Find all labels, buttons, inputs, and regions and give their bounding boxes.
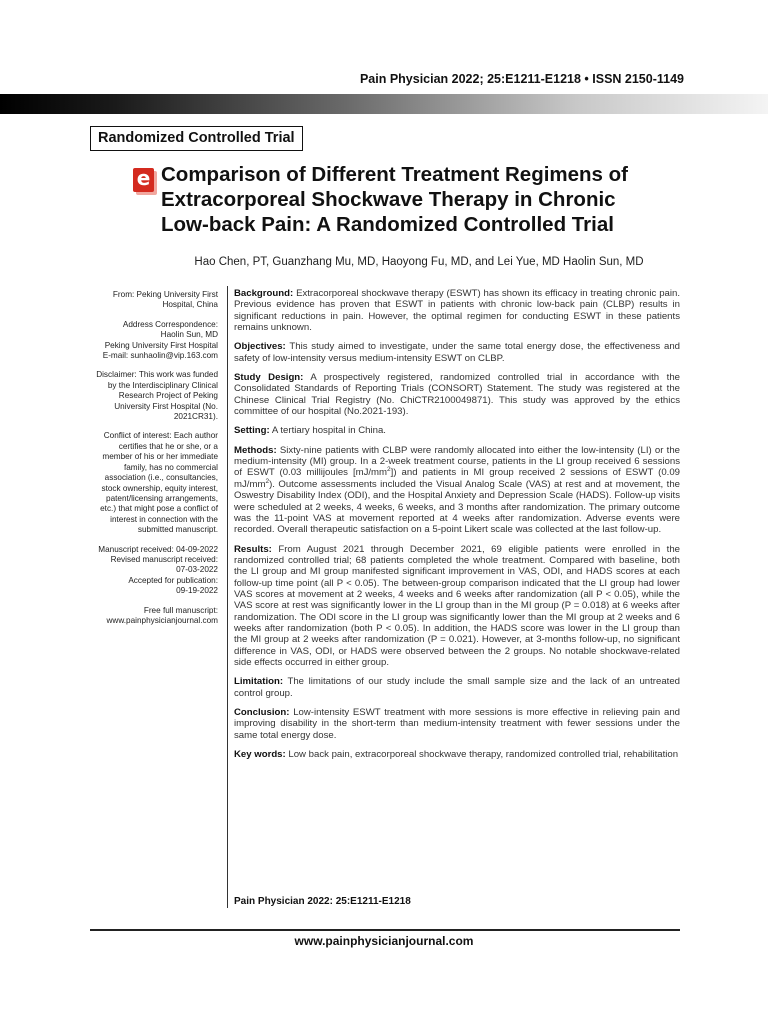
author-list: Hao Chen, PT, Guanzhang Mu, MD, Haoyong Fu, MD, and Lei Yue, MD Haolin Sun, MD [194, 256, 644, 268]
abstract-limitation [234, 676, 680, 699]
heading-study-design: Study Design: [234, 372, 304, 384]
abstract-methods [234, 445, 680, 536]
heading-background: Background: [234, 288, 294, 299]
heading-objectives: Objectives: [234, 341, 286, 353]
abstract-study-design [234, 372, 680, 417]
abstract-setting [234, 425, 680, 436]
text-methods-c: ). Outcome assessments included the Visual Analog Scale (VAS) at rest and at movement, the Oswestry Disability Index (ODI), and the Hospital Anxiety and Depression Scale (HADS). Follow-up visits were scheduled at 2 weeks, 4 weeks, 6 weeks, and 3 months after randomization. The primary outcome was the 11-point VAS at movement reported at 4 weeks after randomization. Adverse events were recorded. Overall therapeutic satisfaction on a 5-point Likert scale was collected at the last follow-up. [234, 478, 680, 536]
text-methods-a: Sixty-nine patients with CLBP were randomly allocated into either the low-intensity (LI) or the medium-intensity (MI) group. In a 2-week treatment course, patients in the LI group received 6 sessions of ESWT (0.03 millijoules [mJ/mm [234, 444, 680, 479]
conflict-of-interest: Conflict of interest: Each author certifies that he or she, or a member of his or her immediate family, has no commercial association (i.e., consultancies, stock ownership, equity interest, patent/licensing arrangements, etc.) that might pose a conflict of interest in connection with the submitted manuscript. [100, 431, 218, 535]
abstract-results [234, 544, 680, 669]
journal-website-link[interactable]: www.painphysicianjournal.com [294, 934, 474, 948]
manuscript-dates: Manuscript received: 04-09-2022 Revised manuscript received: 07-03-2022 Accepted for publication: 09-19-2022 [98, 544, 218, 596]
superscript-2: 2 [265, 477, 270, 485]
footer-rule [90, 929, 680, 931]
journal-citation-header: Pain Physician 2022; 25:E1211-E1218 • ISSN 2150-1149 [359, 72, 684, 86]
heading-results: Results: [234, 543, 272, 555]
e-icon-letter: e [136, 166, 151, 190]
article-info-sidebar [88, 290, 218, 635]
heading-setting: Setting: [234, 425, 270, 437]
heading-limitation: Limitation: [234, 676, 284, 688]
article-title: Comparison of Different Treatment Regimens of Extracorporeal Shockwave Therapy in Chronic Low-back Pain: A Randomized Controlled Trial [161, 163, 629, 236]
heading-conclusion: Conclusion: [234, 707, 290, 718]
abstract-conclusion [234, 707, 680, 741]
text-objectives: This study aimed to investigate, under the same total energy dose, the effectiveness and safety of low-intensity versus medium-intensity ESWT on CLBP. [234, 341, 680, 364]
heading-keywords: Key words: [234, 749, 286, 761]
text-study-design: A prospectively registered, randomized controlled trial in accordance with the Consolidated Standards of Reporting Trials (CONSORT) Statement. The study was registered at the Chinese Clinical Trial Registry (No. ChiCTR2100049871). This study was approved by the ethics committee of our hospital (No.2021-193). [234, 372, 681, 418]
abstract-keywords [234, 749, 680, 760]
heading-methods: Methods: [234, 444, 277, 456]
header-gradient-bar [0, 94, 768, 114]
text-background: Extracorporeal shockwave therapy (ESWT) has shown its efficacy in treating chronic pain. Previous evidence has proven that ESWT in patients with chronic low-back pain (CLBP) results in significant reductions in pain. However, the optimal regimen for conducting ESWT in these patients remains unknown. [234, 288, 681, 334]
free-manuscript-link[interactable]: Free full manuscript: www.painphysicianjournal.com [106, 605, 218, 625]
abstract-background [234, 288, 680, 333]
abstract-objectives [234, 341, 680, 364]
abstract [234, 288, 680, 768]
article-type-label: Randomized Controlled Trial [90, 126, 303, 151]
column-divider [227, 286, 228, 908]
epub-e-icon [133, 168, 154, 192]
text-setting: A tertiary hospital in China. [271, 425, 386, 437]
affiliation: From: Peking University First Hospital, China [112, 290, 218, 310]
text-methods-b: ]) and patients in MI group received 2 sessions of ESWT (0.09 mJ/mm [234, 467, 680, 490]
disclaimer: Disclaimer: This work was funded by the Interdisciplinary Clinical Research Project of Peking University First Hospital (No. 2021CR31). [96, 370, 218, 422]
text-limitation: The limitations of our study include the small sample size and the lack of an untreated control group. [234, 676, 680, 699]
superscript-2: 2 [387, 466, 391, 474]
text-results: From August 2021 through December 2021, 69 eligible patients were enrolled in the randomized controlled trial; 68 patients completed the whole treatment. Compared with baseline, both the LI group and MI group manifested significant improvement in VAS, ODI, and HADS scores at each follow-up time point (all P < 0.05). The between-group comparison indicated that the LI group had lower VAS scores at movement at 2 weeks, 4 weeks and 6 weeks after randomization (all P < 0.05), while the VAS score at rest was significantly lower in the LI group than in the MI group (P = 0.018) at 6 weeks after randomization. The ODI score in the LI group was significantly lower than the MI group at 2 weeks and 6 weeks after randomization (both P < 0.05). In addition, the HADS score was lower in the LI group than the MI group at 2 weeks after randomization (P = 0.021). However, at 3-months follow-up, no significant difference in VAS, ODI, or HADS were observed between the 2 groups. No notable shockwave-related side effects occurred in either group. [234, 543, 680, 668]
correspondence: Address Correspondence: Haolin Sun, MD Peking University First Hospital E-mail: sunhaolin@vip.163.com [102, 319, 218, 361]
article-citation: Pain Physician 2022: 25:E1211-E1218 [234, 896, 411, 907]
text-conclusion: Low-intensity ESWT treatment with more sessions is more effective in relieving pain and improving disability in the short-term than medium-intensity treatment with fewer sessions under the same total energy dose. [234, 707, 681, 741]
text-keywords: Low back pain, extracorporeal shockwave therapy, randomized controlled trial, rehabilitation [288, 749, 679, 761]
